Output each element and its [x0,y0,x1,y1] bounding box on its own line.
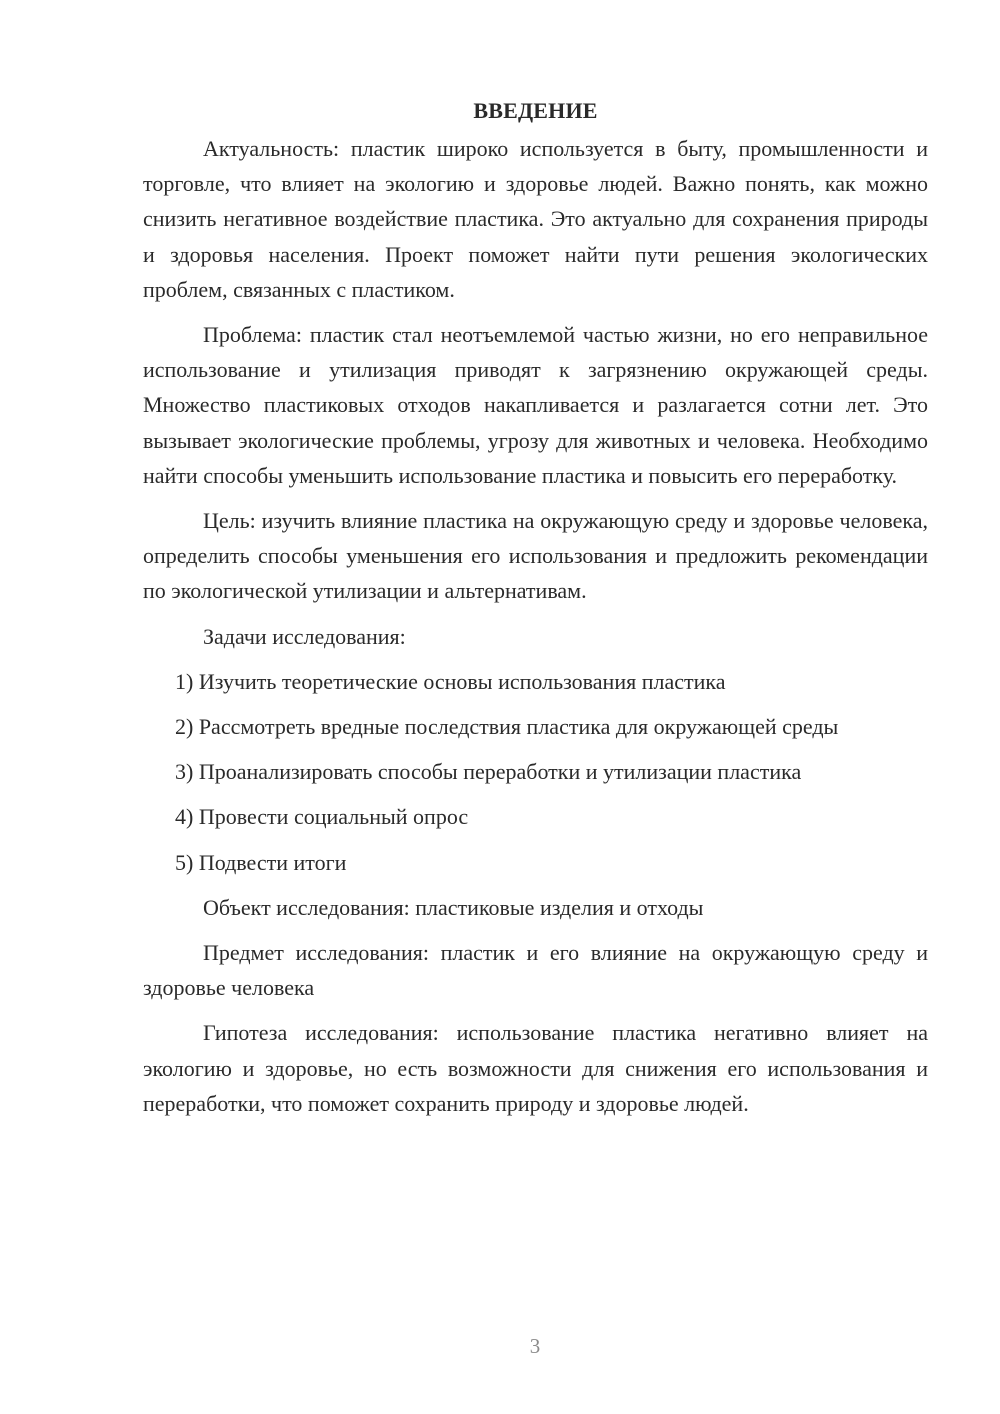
tasks-heading: Задачи исследования: [203,623,406,649]
page-number: 3 [529,1334,541,1358]
section-title: ВВЕДЕНИЕ [473,98,598,123]
paragraph-goal: Цель: изучить влияние пластика на окружающую среду и здоровье человека, определить способы уменьшения его использования и предложить рекомендации по экологической утилизации и альтернативам. [143,508,928,604]
page-content [143,93,928,1131]
task-item: 1) Изучить теоретические основы использования пластика [175,668,726,694]
task-item: 3) Проанализировать способы переработки и утилизации пластика [175,759,802,785]
paragraph-subject: Предмет исследования: пластик и его влияние на окружающую среду и здоровье человека [143,940,928,1001]
task-item: 5) Подвести итоги [175,849,347,875]
task-item: 4) Провести социальный опрос [175,804,469,830]
paragraph-object: Объект исследования: пластиковые изделия и отходы [203,894,704,920]
paragraph-problem: Проблема: пластик стал неотъемлемой частью жизни, но его неправильное использование и утилизация приводят к загрязнению окружающей среды. Множество пластиковых отходов накапливается и разлагается сотни лет. Это вызывает экологические проблемы, угрозу для животных и человека. Необходимо найти способы уменьшить использование пластика и повысить его переработку. [143,322,928,488]
paragraph-hypothesis: Гипотеза исследования: использование пластика негативно влияет на экологию и здоровье, но есть возможности для снижения его использования и переработки, что поможет сохранить природу и здоровье людей. [143,1020,928,1116]
task-item: 2) Рассмотреть вредные последствия пластика для окружающей среды [175,714,839,740]
paragraph-relevance: Актуальность: пластик широко используется в быту, промышленности и торговле, что влияет на экологию и здоровье людей. Важно понять, как можно снизить негативное воздействие пластика. Это актуально для сохранения природы и здоровья населения. Проект поможет найти пути решения экологических проблем, связанных с пластиком. [143,136,928,302]
tasks-list [143,664,928,880]
